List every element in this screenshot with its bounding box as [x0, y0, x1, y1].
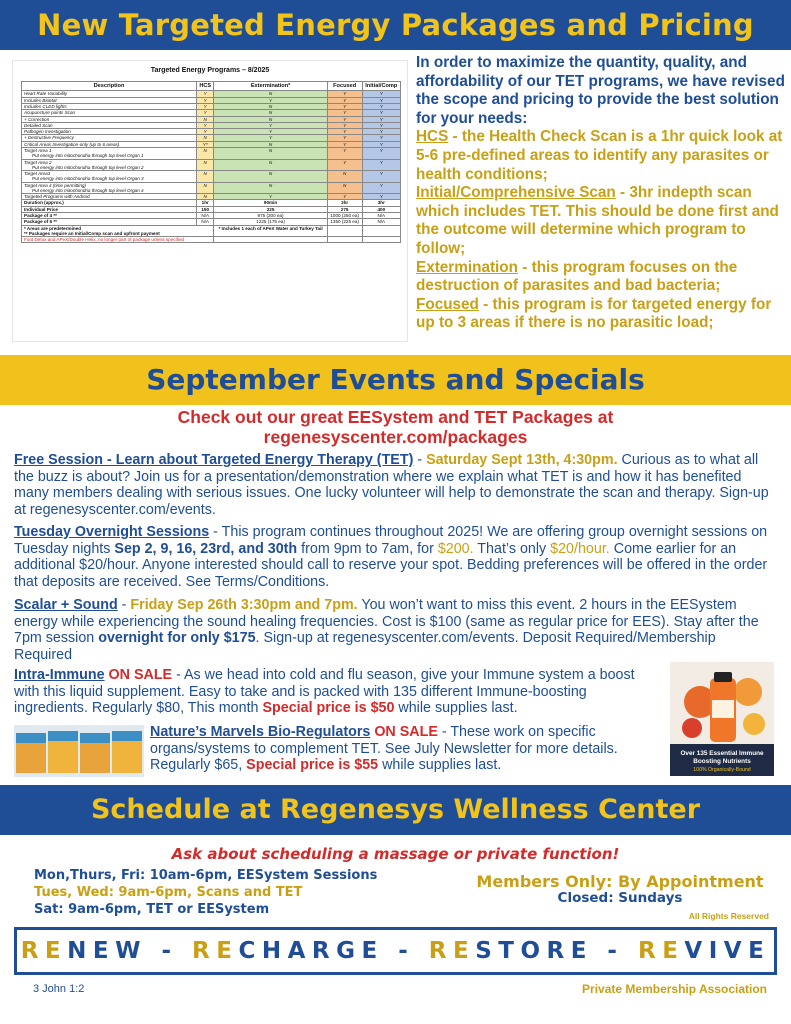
table-row — [22, 147, 401, 159]
table-cell: Y — [197, 129, 214, 135]
col-extermination: Extermination* — [214, 82, 327, 91]
table-cell: Y — [362, 171, 400, 183]
verse-reference: 3 John 1:2 — [33, 983, 85, 995]
table-cell: 975 (200 ea) — [214, 213, 327, 219]
table-cell: Y — [362, 129, 400, 135]
tuesday-price: $200. — [437, 540, 474, 557]
table-cell: N — [197, 147, 214, 159]
pricing-table-image — [12, 60, 408, 342]
bio-regulators-product-image — [14, 725, 144, 777]
table-cell: Y* — [197, 141, 214, 147]
table-cell-description: Includes CLED lights — [22, 103, 197, 109]
motto-sep: - — [592, 938, 638, 964]
table-cell-description: Package of 4 ** — [22, 213, 197, 219]
initial-text: - 3hr indepth scan which includes TET. This should be done first and the outcome will determine which program to follow; — [416, 184, 779, 257]
table-cell: 1hr — [197, 200, 214, 206]
motto-renew: NEW — [67, 938, 147, 964]
table-cell: Y — [362, 91, 400, 97]
table-cell: Y — [197, 122, 214, 128]
members-only: Members Only: By Appointment — [476, 872, 764, 891]
schedule-ask: Ask about scheduling a massage or private function! — [171, 845, 620, 863]
free-session-body: Curious as to what all the buzz is about? Join us for a presentation/demonstration where we explain what TET is and how it has benefited many members dealing with serious issues. One lucky volunteer will help to demonstrate the scan and therapy. Sign-up at regenesyscenter.com/events. — [14, 452, 769, 518]
table-cell: N/A — [197, 213, 214, 219]
col-initial: Initial/Comp — [362, 82, 400, 91]
table-cell: 400 — [362, 206, 400, 212]
table-cell: N — [197, 135, 214, 141]
nature-heading: Nature’s Marvels Bio-Regulators — [150, 724, 371, 740]
tuesday-hourly: $20/hour. — [550, 540, 610, 557]
table-row — [22, 171, 401, 183]
motto-re: RE — [637, 938, 685, 964]
intra-immune-paragraph — [14, 667, 654, 717]
table-cell: Y — [214, 129, 327, 135]
intra-heading: Intra-Immune — [14, 667, 105, 683]
hcs-label: HCS — [416, 128, 449, 146]
table-cell-description: Package of 6 ** — [22, 219, 197, 225]
table-title: Targeted Energy Programs – 8/2025 — [150, 67, 270, 74]
bottle-label-3: 100% Organically-Bound — [693, 767, 751, 773]
table-subrow-text: Put energy into mitochondria through top level Organ 2 — [32, 164, 144, 170]
table-notes-row — [22, 225, 401, 237]
table-cell-description: Critical Areas Investigation-only (up to 6 areas) — [22, 141, 197, 147]
tuesday-heading: Tuesday Overnight Sessions — [14, 524, 210, 540]
table-cell: N/A — [362, 213, 400, 219]
table-cell: Y — [214, 97, 327, 103]
motto-sep: - — [146, 938, 193, 964]
table-cell-description: Target Area 1 Put energy into mitochondria through top level Organ 1 — [22, 147, 197, 159]
page-title-banner: New Targeted Energy Packages and Pricing — [0, 0, 791, 50]
nature-special: Special price is $55 — [246, 757, 379, 774]
table-cell: Y — [327, 147, 362, 159]
table-cell-description: Individual Price — [22, 206, 197, 212]
packages-link[interactable]: regenesyscenter.com/packages — [263, 427, 528, 447]
note-areas: * Areas are predetermined — [24, 225, 82, 231]
col-description: Description — [22, 82, 197, 91]
scalar-body2: . Sign-up at regenesyscenter.com/events. Deposit Required/Membership Required — [14, 630, 716, 663]
table-cell-description: Includes BioMat — [22, 97, 197, 103]
table-cell: Y — [362, 103, 400, 109]
nature-sale: ON SALE — [370, 724, 438, 740]
table-subrow-text: Put energy into mitochondria through top level Organ 4 — [32, 187, 144, 193]
table-cell: 1000 (250 ea) — [327, 213, 362, 219]
table-cell: N — [197, 171, 214, 183]
table-cell: N — [197, 194, 214, 200]
table-cell: 275 — [327, 206, 362, 212]
tuesday-body3: That’s only — [473, 540, 551, 557]
note-red: Foot Detox and APeX/Double Helix, no longer part of package unless specified — [22, 237, 214, 243]
scalar-body1: You won’t want to miss this event. 2 hours in the EESystem energy while experiencing the sound healing frequencies. Cost is $100 (same as regular price for EES). Stay after the 7pm session — [14, 597, 759, 647]
table-cell: N/A — [197, 219, 214, 225]
table-cell: N — [214, 141, 327, 147]
table-cell: Y — [197, 91, 214, 97]
extermination-text: - this program focuses on the destruction of parasites and bad bacteria; — [416, 258, 738, 295]
table-cell: N — [327, 171, 362, 183]
table-cell: Y — [197, 110, 214, 116]
table-cell: N — [327, 182, 362, 194]
tuesday-dates: Sep 2, 9, 16, 23rd, and 30th — [114, 540, 298, 557]
focused-text: - this program is for targeted energy for up to 3 areas if there is no parasitic load; — [416, 295, 772, 332]
table-cell: Y — [327, 122, 362, 128]
initial-label: Initial/Comprehensive Scan — [416, 184, 616, 202]
motto-recharge: CHARGE — [238, 938, 384, 964]
table-cell-description: Targeted Programs with Android — [22, 194, 197, 200]
table-cell-description: Target Area3 Put energy into mitochondria through top level Organ 3 — [22, 171, 197, 183]
tuesday-body2: from 9pm to 7am, for — [297, 540, 438, 557]
table-row — [22, 182, 401, 194]
table-cell: Y — [327, 103, 362, 109]
table-header-row — [22, 82, 401, 91]
private-membership: Private Membership Association — [582, 982, 767, 996]
table-cell: Y — [327, 194, 362, 200]
table-cell: 1350 (225 ea) — [327, 219, 362, 225]
hcs-text: - the Health Check Scan is a 1hr quick look at 5-6 pre-defined areas to identify any parasites or health conditions; — [416, 128, 783, 183]
table-cell: Y — [327, 116, 362, 122]
intro-text — [416, 54, 788, 333]
motto-re: RE — [428, 938, 476, 964]
schedule-line-2: Tues, Wed: 9am-6pm, Scans and TET — [34, 885, 303, 900]
table-cell-description: + Destructive Frequency — [22, 135, 197, 141]
motto-box — [14, 927, 777, 975]
free-session-date: Saturday Sept 13th, 4:30pm. — [426, 452, 618, 468]
table-cell: N — [214, 159, 327, 171]
table-cell: Y — [214, 135, 327, 141]
table-cell: N/A — [362, 219, 400, 225]
table-cell-description: Duration (approx.) — [22, 200, 197, 206]
bio-regulators-paragraph — [150, 724, 670, 774]
table-cell: Y — [327, 91, 362, 97]
table-cell: Y — [327, 135, 362, 141]
table-cell-description: Heart Rate Variability — [22, 91, 197, 97]
tuesday-paragraph — [14, 524, 776, 590]
schedule-line-3: Sat: 9am-6pm, TET or EESystem — [34, 902, 270, 917]
motto-re: RE — [20, 938, 68, 964]
schedule-banner: Schedule at Regenesys Wellness Center — [0, 785, 791, 835]
table-cell: Y — [362, 147, 400, 159]
col-hcs: HCS — [197, 82, 214, 91]
scalar-paragraph — [14, 597, 776, 663]
table-cell: N — [214, 103, 327, 109]
table-cell: Y — [327, 110, 362, 116]
motto-revive: VIVE — [684, 938, 771, 964]
packages-callout — [0, 407, 791, 447]
table-cell: Y — [327, 159, 362, 171]
closed-sundays: Closed: Sundays — [557, 890, 683, 906]
table-cell: Y — [327, 97, 362, 103]
table-cell: N — [214, 147, 327, 159]
table-cell: 90min — [214, 200, 327, 206]
table-cell: 225 — [214, 206, 327, 212]
table-cell-description: Detailed Scan — [22, 122, 197, 128]
table-cell: Y — [362, 135, 400, 141]
table-cell: Y — [362, 159, 400, 171]
table-cell: N — [214, 171, 327, 183]
table-cell-description: Target Area 4 (time permitting) Put energy into mitochondria through top level Organ 4 — [22, 182, 197, 194]
table-cell: 1225 (175 ea) — [214, 219, 327, 225]
table-cell: Y — [362, 116, 400, 122]
scalar-date: Friday Sep 26th 3:30pm and 7pm. — [130, 597, 358, 613]
table-cell: Y — [197, 103, 214, 109]
focused-label: Focused — [416, 295, 479, 313]
events-banner: September Events and Specials — [0, 355, 791, 405]
free-session-paragraph — [14, 452, 776, 518]
intra-body: - As we head into cold and flu season, give your Immune system a boost with this liquid supplement. Easy to take and is packed with 135 different Immune-boosting ingredients. Regularly $80, This month — [14, 667, 635, 717]
table-cell: N — [214, 110, 327, 116]
dash: - — [413, 452, 427, 468]
table-cell: Y — [362, 194, 400, 200]
scalar-overnight: overnight for only $175 — [98, 630, 256, 647]
table-cell: Y — [362, 110, 400, 116]
table-cell: 3hr — [362, 200, 400, 206]
table-cell-description: Pathogen Investigation — [22, 129, 197, 135]
tuesday-body1: - This program continues throughout 2025! We are offering group overnight sessions on Tuesday nights — [14, 524, 768, 557]
note-includes: * Includes 1 each of APeX Water and Turkey Tail — [214, 225, 327, 237]
intro-lead: In order to maximize the quantity, quality, and affordability of our TET programs, we have revised the scope and pricing to provide the best solution for your needs: — [416, 54, 785, 127]
table-cell-description: Acupuncture points Scan — [22, 110, 197, 116]
table-cell: Y — [327, 129, 362, 135]
schedule-line-1: Mon,Thurs, Fri: 10am-6pm, EESystem Sessions — [34, 868, 378, 883]
table-cell: N — [214, 91, 327, 97]
nature-tail: while supplies last. — [378, 757, 502, 774]
table-cell: Y — [214, 122, 327, 128]
table-cell: N — [197, 116, 214, 122]
tuesday-body4: Come earlier for an additional $20/hour. Anyone interested should call to reserve your spot. Bedding preferences will be offered in the order that deposits are received. See Terms/Conditions. — [14, 540, 768, 590]
col-focused: Focused — [327, 82, 362, 91]
table-cell: N — [214, 182, 327, 194]
scalar-heading: Scalar + Sound — [14, 597, 118, 613]
intra-immune-product-image — [670, 662, 774, 776]
motto-re: RE — [192, 938, 239, 964]
table-cell: Y — [362, 182, 400, 194]
table-cell-description: + Correction — [22, 116, 197, 122]
table-cell-description: Target Area 2 Put energy into mitochondria through top level Organ 2 — [22, 159, 197, 171]
nature-body: - These work on specific organs/systems to complement TET. See July Newsletter for more details. Regularly $65, — [150, 724, 618, 774]
table-cell: N — [214, 116, 327, 122]
motto-sep: - — [383, 938, 429, 964]
table-row — [22, 159, 401, 171]
all-rights-reserved: All Rights Reserved — [688, 911, 769, 921]
table-cell: N — [197, 159, 214, 171]
pricing-table — [21, 81, 401, 243]
table-cell: Y — [362, 141, 400, 147]
extermination-label: Extermination — [416, 258, 518, 276]
free-session-heading: Free Session - Learn about Targeted Energy Therapy (TET) — [14, 452, 414, 468]
table-cell: Y — [327, 141, 362, 147]
bottle-label-2: Boosting Nutrients — [693, 758, 751, 765]
table-red-note-row — [22, 237, 401, 243]
table-cell: 150 — [197, 206, 214, 212]
bottle-label-1: Over 135 Essential Immune — [680, 750, 764, 757]
table-cell: Y — [362, 97, 400, 103]
intra-special: Special price is $50 — [262, 700, 395, 717]
intra-sale: ON SALE — [104, 667, 173, 683]
note-packages: ** Packages require an Initial/Comp scan and upfront payment — [24, 230, 160, 236]
table-cell: Y — [214, 194, 327, 200]
table-subrow-text: Put energy into mitochondria through top level Organ 3 — [32, 176, 144, 182]
dash: - — [117, 597, 131, 613]
table-subrow-text: Put energy into mitochondria through top level Organ 1 — [32, 153, 144, 159]
packages-callout-line1: Check out our great EESystem and TET Packages at — [177, 407, 614, 427]
intra-tail: while supplies last. — [394, 700, 518, 717]
table-cell: N — [197, 182, 214, 194]
table-cell: 2hr — [327, 200, 362, 206]
table-cell: Y — [362, 122, 400, 128]
motto-restore: STORE — [475, 938, 593, 964]
table-cell: Y — [197, 97, 214, 103]
